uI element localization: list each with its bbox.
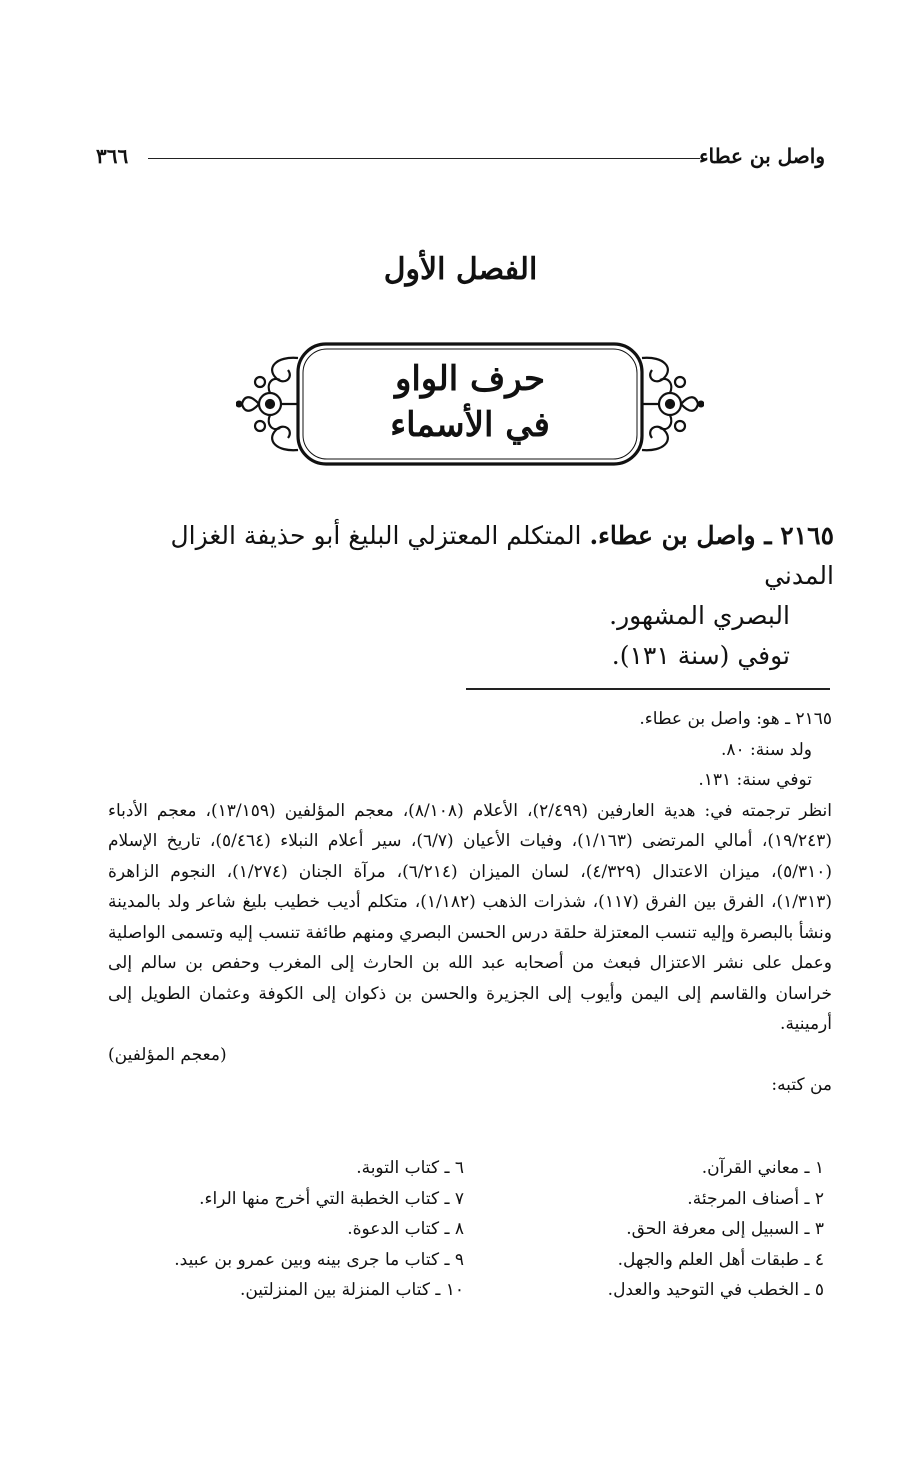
book-item: ١ ـ معاني القرآن. bbox=[701, 1158, 824, 1178]
books-column-1 bbox=[470, 1153, 832, 1306]
footnote-death: توفي سنة: ١٣١. bbox=[698, 770, 812, 790]
entry-heading: ٢١٦٥ ـ واصل بن عطاء. bbox=[589, 521, 834, 550]
footnote-references: انظر ترجمته في: هدية العارفين (٢/٤٩٩)، الأعلام (٨/١٠٨)، معجم المؤلفين (١٣/١٥٩)، معجم الأدباء (١٩/٢٤٣)، أمالي المرتضى (١/١٦٣)، وفيات الأعيان (٦/٧)، سير أعلام النبلاء (٥/٤٦٤)، تاريخ الإسلام (٥/٣١٠)، ميزان الاعتدال (٤/٣٢٩)، لسان الميزان (٦/٢١٤)، مرآة الجنان (١/٢٧٤)، النجوم الزاهرة (١/٣١٣)، الفرق بين الفرق (١١٧)، شذرات الذهب (١/١٨٢)، متكلم أديب خطيب بليغ شاعر ولد بالمدينة ونشأ بالبصرة وإليه تنسب المعتزلة حلقة درس الحسن البصري ومنهم طائفة تنسب إليه وتسمى الواصلية وعمل على نشر الاعتزال فبعث من أصحابه عبد الله بن الحارث إلى المغرب وحفص بن سالم إلى خراسان والقاسم إلى اليمن وأيوب إلى الجزيرة والحسن بن ذكوان إلى الكوفة وعثمان الطويل إلى أرمينية. bbox=[108, 800, 833, 1034]
books-list bbox=[108, 1153, 832, 1306]
book-item: ٤ ـ طبقات أهل العلم والجهل. bbox=[617, 1249, 824, 1270]
book-item: ٣ ـ السبيل إلى معرفة الحق. bbox=[626, 1219, 824, 1239]
book-item: ٦ ـ كتاب التوبة. bbox=[356, 1158, 464, 1178]
books-column-2 bbox=[108, 1153, 470, 1306]
book-item: ١٠ ـ كتاب المنزلة بين المنزلتين. bbox=[239, 1280, 464, 1300]
book-item: ٩ ـ كتاب ما جرى بينه وبين عمرو بن عبيد. bbox=[174, 1249, 464, 1270]
right-flourish-icon bbox=[642, 358, 703, 450]
book-item: ٢ ـ أصناف المرجئة. bbox=[687, 1188, 824, 1209]
footnote-rule bbox=[466, 688, 830, 690]
books-label: من كتبه: bbox=[771, 1075, 832, 1095]
page-number: ٣٦٦ bbox=[96, 144, 129, 168]
entry-death-year: توفي (سنة ١٣١). bbox=[611, 641, 790, 670]
book-item: ٧ ـ كتاب الخطبة التي أخرج منها الراء. bbox=[199, 1188, 464, 1209]
book-item: ٨ ـ كتاب الدعوة. bbox=[347, 1219, 464, 1239]
section-banner bbox=[300, 356, 640, 448]
footnote-birth: ولد سنة: ٨٠. bbox=[720, 739, 812, 760]
footnotes bbox=[108, 704, 832, 1101]
running-header-title: واصل بن عطاء bbox=[699, 144, 825, 168]
banner-line-2: في الأسماء bbox=[390, 405, 550, 445]
banner-line-1: حرف الواو bbox=[394, 359, 546, 399]
footnote-name: ٢١٦٥ ـ هو: واصل بن عطاء. bbox=[639, 709, 832, 729]
entry-description: المتكلم المعتزلي البليغ أبو حذيفة الغزال المدني bbox=[170, 521, 834, 590]
header-rule bbox=[148, 158, 700, 159]
book-item: ٥ ـ الخطب في التوحيد والعدل. bbox=[607, 1280, 824, 1300]
left-flourish-icon bbox=[237, 358, 298, 450]
footnote-source: (معجم المؤلفين) bbox=[108, 1044, 227, 1065]
entry-description-continued: البصري المشهور. bbox=[609, 601, 790, 630]
chapter-title: الفصل الأول bbox=[383, 252, 538, 287]
biography-entry bbox=[110, 516, 834, 676]
